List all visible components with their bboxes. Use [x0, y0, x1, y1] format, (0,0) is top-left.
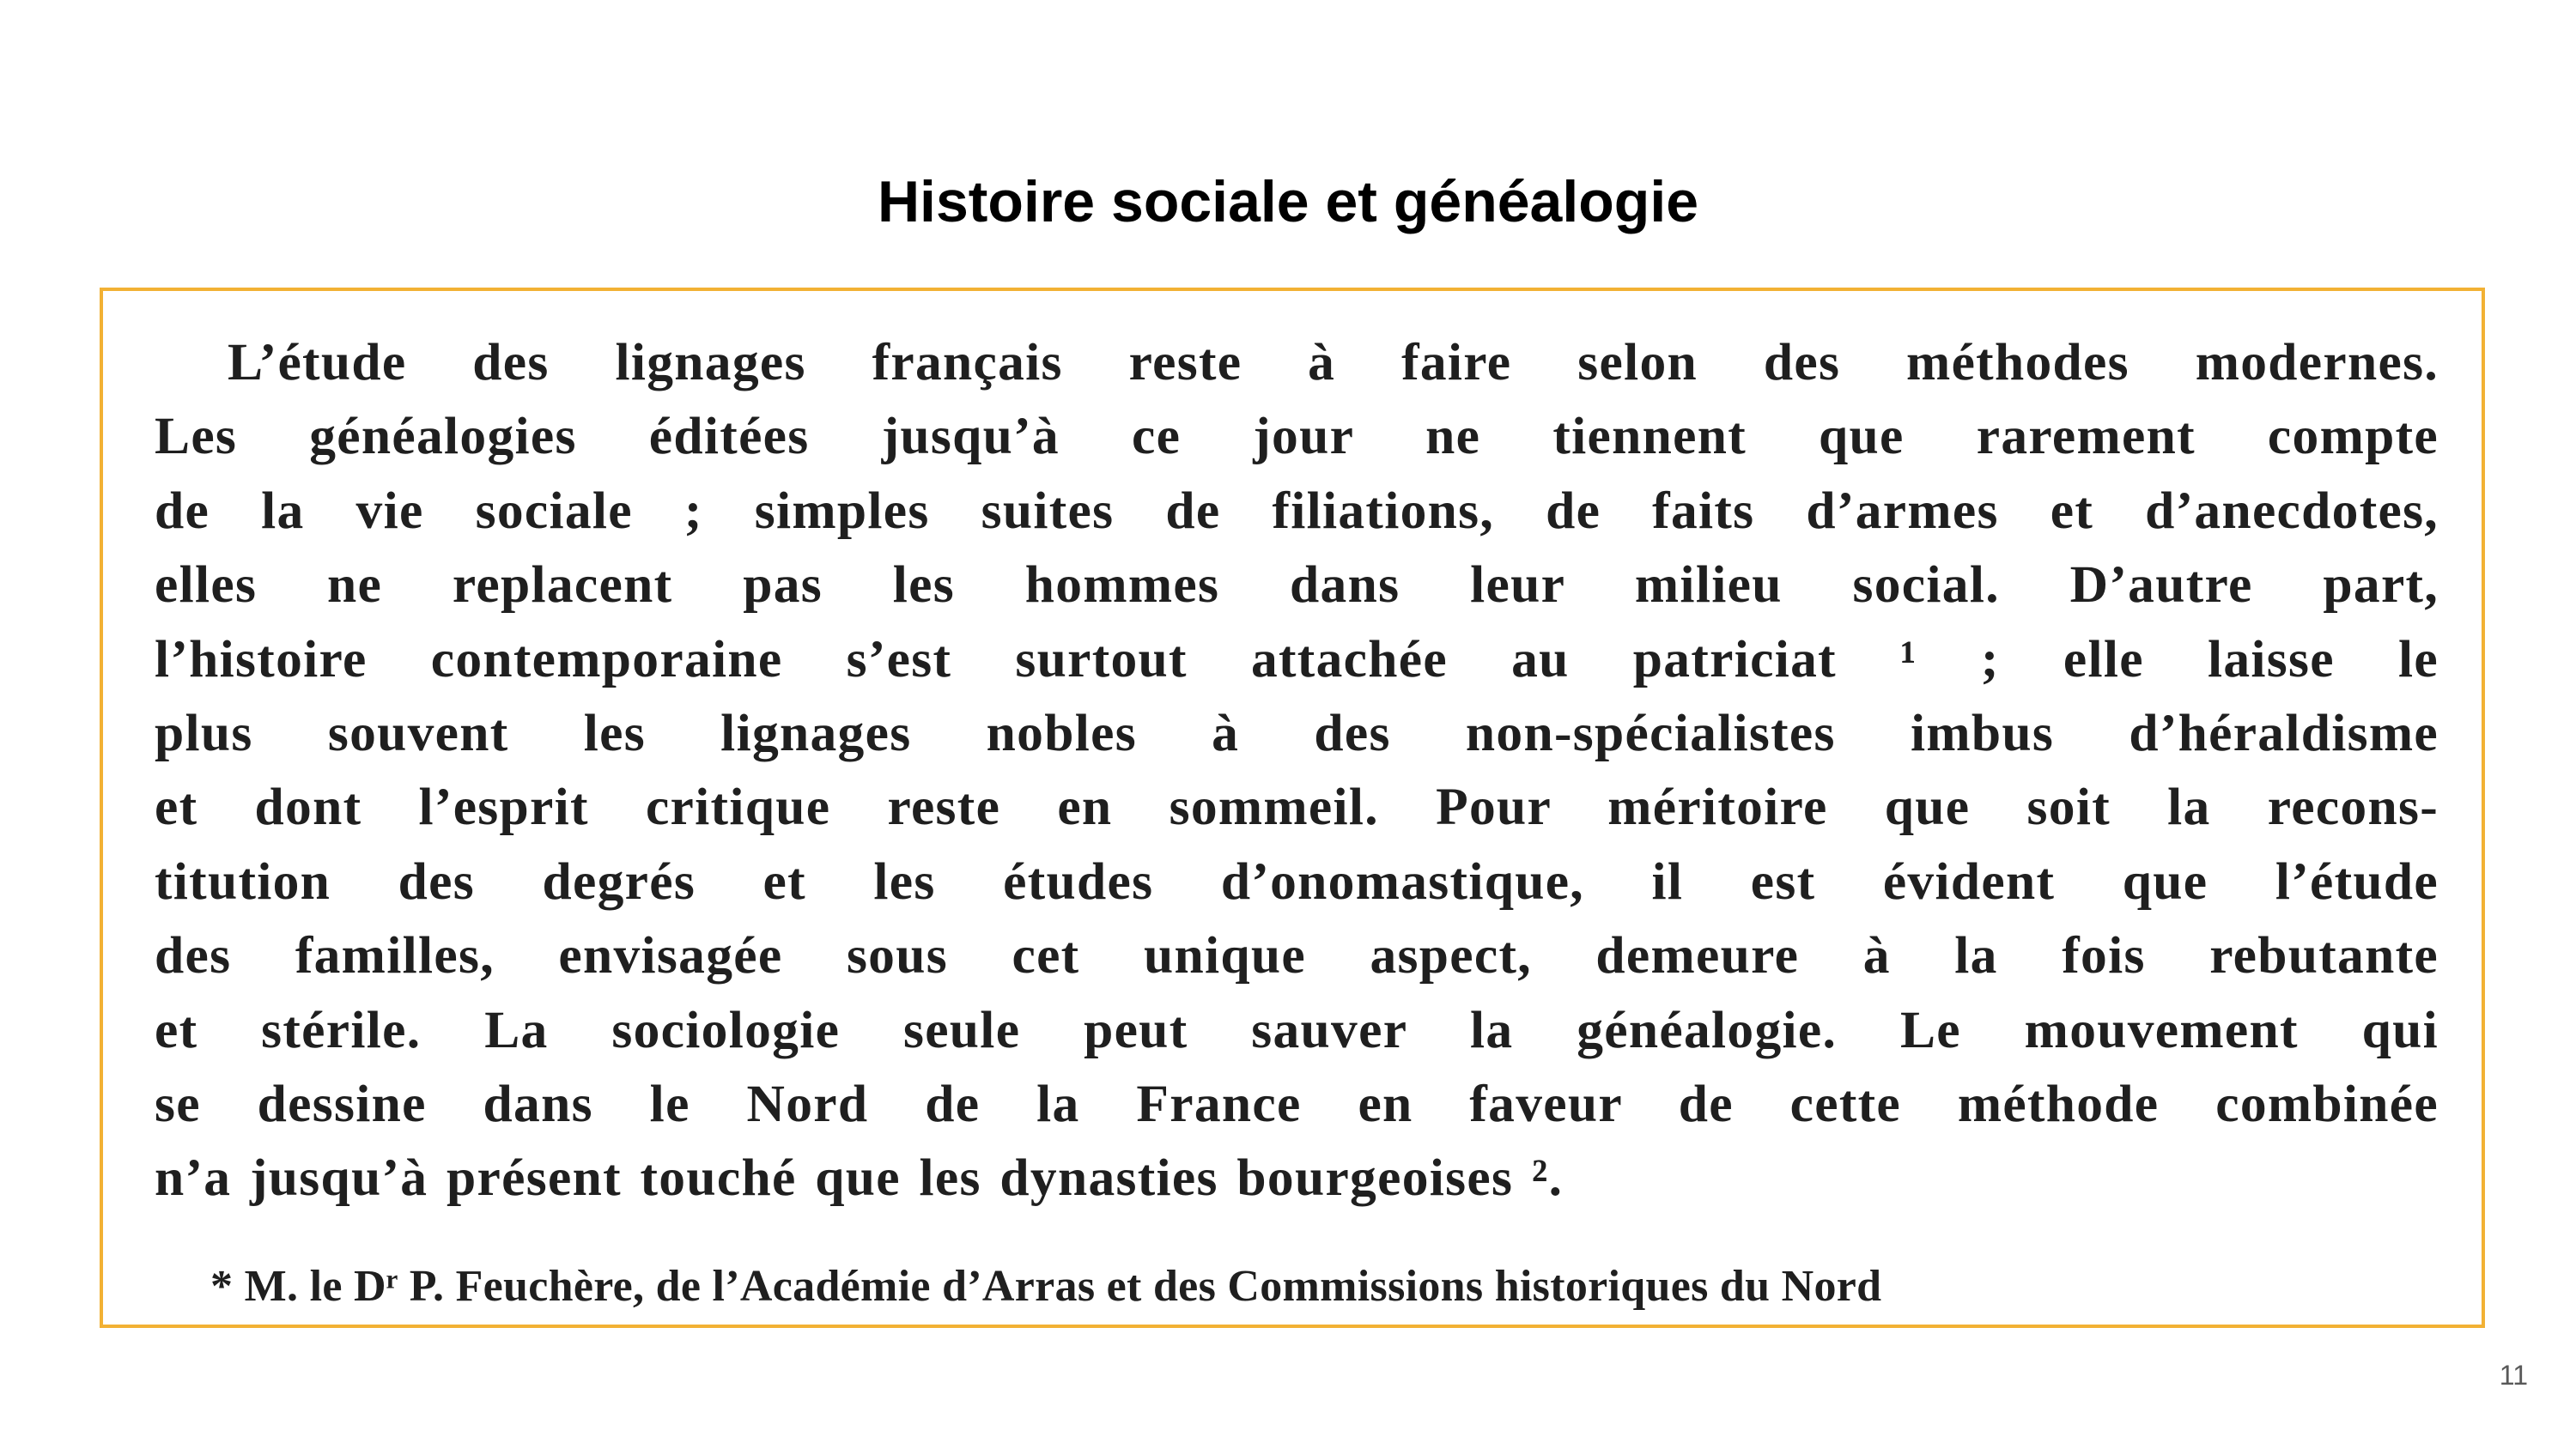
excerpt-line: elles ne replacent pas les hommes dans leur milieu social. D’autre part,: [155, 555, 2439, 615]
slide-title: Histoire sociale et généalogie: [877, 169, 1699, 234]
excerpt-line: titution des degrés et les études d’onomastique, il est évident que l’étude: [155, 852, 2439, 911]
excerpt-line: plus souvent les lignages nobles à des non-spécialistes imbus d’héraldisme: [155, 703, 2439, 762]
excerpt-line: se dessine dans le Nord de la France en faveur de cette méthode combinée: [155, 1074, 2439, 1133]
excerpt-line: des familles, envisagée sous cet unique aspect, demeure à la fois rebutante: [155, 926, 2439, 985]
excerpt-line: n’a jusqu’à présent touché que les dynasties bourgeoises ².: [155, 1149, 1564, 1208]
excerpt-text: [155, 325, 2439, 1216]
excerpt-line: Les généalogies éditées jusqu’à ce jour ne tiennent que rarement compte: [155, 407, 2439, 466]
page-number: 11: [2499, 1360, 2528, 1391]
excerpt-footnote: * M. le Dʳ P. Feuchère, de l’Académie d’Arras et des Commissions historiques du Nord: [210, 1262, 1882, 1311]
excerpt-line: de la vie sociale ; simples suites de filiations, de faits d’armes et d’anecdotes,: [155, 481, 2439, 540]
excerpt-line: et dont l’esprit critique reste en sommeil. Pour méritoire que soit la recons-: [155, 778, 2439, 837]
excerpt-line: L’étude des lignages français reste à faire selon des méthodes modernes.: [228, 333, 2439, 391]
excerpt-line: et stérile. La sociologie seule peut sauver la généalogie. Le mouvement qui: [155, 1000, 2439, 1059]
cropped-text-mask: [1958, 1167, 2456, 1235]
scanned-excerpt-frame: [100, 288, 2485, 1328]
excerpt-line: l’histoire contemporaine s’est surtout attachée au patriciat ¹ ; elle laisse le: [155, 629, 2439, 688]
